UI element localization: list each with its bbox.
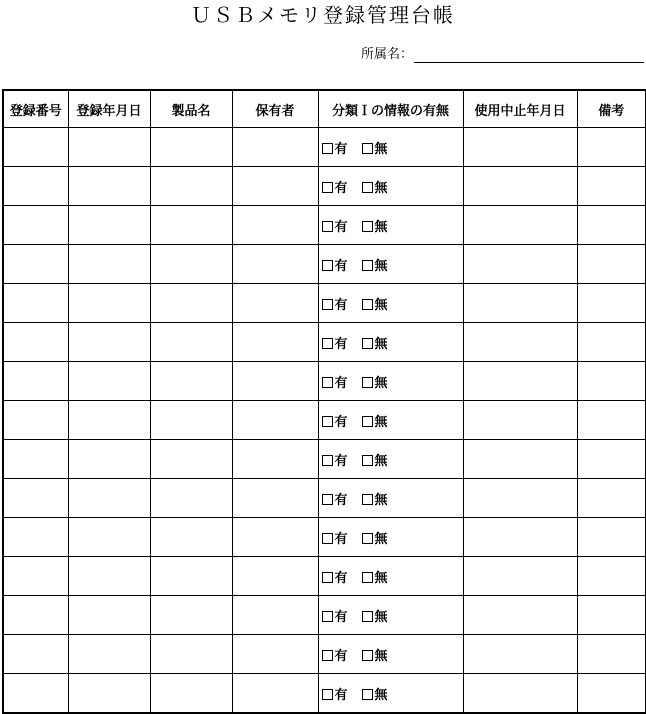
yes-option[interactable] [322, 411, 348, 430]
affiliation-field[interactable] [414, 62, 644, 63]
reg-date-cell[interactable] [68, 206, 150, 245]
stop-date-cell[interactable] [463, 362, 577, 401]
header-row [3, 90, 646, 128]
remarks-cell[interactable] [577, 440, 646, 479]
no-label: 無 [374, 648, 388, 664]
remarks-cell[interactable] [577, 323, 646, 362]
column-header-reg-no: 登録番号 [3, 90, 68, 128]
yes-checkbox[interactable] [322, 494, 333, 505]
reg-date-cell[interactable] [68, 245, 150, 284]
holder-cell[interactable] [232, 401, 318, 440]
yes-checkbox[interactable] [322, 182, 333, 193]
yes-option[interactable] [322, 450, 348, 469]
reg-date-cell[interactable] [68, 635, 150, 674]
table-row [3, 518, 646, 557]
no-label: 無 [374, 687, 388, 703]
no-checkbox[interactable] [362, 338, 373, 349]
no-label: 無 [374, 258, 388, 274]
no-checkbox[interactable] [362, 182, 373, 193]
holder-cell[interactable] [232, 479, 318, 518]
reg-date-cell[interactable] [68, 323, 150, 362]
no-checkbox[interactable] [362, 455, 373, 466]
class1-info-cell [318, 440, 463, 479]
yes-checkbox[interactable] [322, 221, 333, 232]
holder-cell[interactable] [232, 635, 318, 674]
column-header-reg-date: 登録年月日 [68, 90, 150, 128]
no-option[interactable] [362, 567, 388, 586]
no-option[interactable] [362, 138, 388, 157]
stop-date-cell[interactable] [463, 596, 577, 635]
table-row [3, 596, 646, 635]
yes-checkbox[interactable] [322, 689, 333, 700]
usb-register-table [2, 89, 646, 714]
yes-checkbox[interactable] [322, 533, 333, 544]
yes-label: 有 [334, 141, 348, 157]
class1-info-cell [318, 167, 463, 206]
yes-label: 有 [334, 336, 348, 352]
holder-cell[interactable] [232, 245, 318, 284]
no-label: 無 [374, 297, 388, 313]
stop-date-cell[interactable] [463, 401, 577, 440]
holder-cell[interactable] [232, 323, 318, 362]
yes-option[interactable] [322, 216, 348, 235]
stop-date-cell[interactable] [463, 245, 577, 284]
class1-info-cell [318, 245, 463, 284]
reg-date-cell[interactable] [68, 167, 150, 206]
no-option[interactable] [362, 684, 388, 703]
yes-checkbox[interactable] [322, 416, 333, 427]
yes-checkbox[interactable] [322, 260, 333, 271]
no-option[interactable] [362, 411, 388, 430]
remarks-cell[interactable] [577, 557, 646, 596]
remarks-cell[interactable] [577, 479, 646, 518]
product-cell[interactable] [150, 440, 232, 479]
holder-cell[interactable] [232, 284, 318, 323]
yes-label: 有 [334, 297, 348, 313]
remarks-cell[interactable] [577, 128, 646, 167]
no-label: 無 [374, 531, 388, 547]
no-label: 無 [374, 180, 388, 196]
yes-option[interactable] [322, 372, 348, 391]
no-label: 無 [374, 375, 388, 391]
holder-cell[interactable] [232, 362, 318, 401]
product-cell[interactable] [150, 206, 232, 245]
class1-info-cell [318, 323, 463, 362]
class1-info-cell [318, 128, 463, 167]
stop-date-cell[interactable] [463, 635, 577, 674]
reg-no-cell[interactable] [3, 596, 68, 635]
stop-date-cell[interactable] [463, 128, 577, 167]
product-cell[interactable] [150, 674, 232, 714]
holder-cell[interactable] [232, 596, 318, 635]
table-row [3, 440, 646, 479]
class1-info-cell [318, 635, 463, 674]
no-label: 無 [374, 570, 388, 586]
reg-date-cell[interactable] [68, 518, 150, 557]
holder-cell[interactable] [232, 674, 318, 714]
no-label: 無 [374, 453, 388, 469]
no-option[interactable] [362, 333, 388, 352]
no-checkbox[interactable] [362, 689, 373, 700]
reg-no-cell[interactable] [3, 323, 68, 362]
yes-label: 有 [334, 570, 348, 586]
table-row [3, 128, 646, 167]
no-option[interactable] [362, 255, 388, 274]
class1-info-cell [318, 362, 463, 401]
reg-no-cell[interactable] [3, 401, 68, 440]
yes-option[interactable] [322, 606, 348, 625]
product-cell[interactable] [150, 167, 232, 206]
table-row [3, 635, 646, 674]
yes-label: 有 [334, 180, 348, 196]
product-cell[interactable] [150, 284, 232, 323]
yes-label: 有 [334, 258, 348, 274]
reg-no-cell[interactable] [3, 245, 68, 284]
yes-option[interactable] [322, 177, 348, 196]
yes-label: 有 [334, 414, 348, 430]
class1-info-cell [318, 206, 463, 245]
reg-date-cell[interactable] [68, 557, 150, 596]
yes-checkbox[interactable] [322, 455, 333, 466]
stop-date-cell[interactable] [463, 440, 577, 479]
yes-option[interactable] [322, 489, 348, 508]
no-option[interactable] [362, 489, 388, 508]
yes-label: 有 [334, 687, 348, 703]
yes-option[interactable] [322, 294, 348, 313]
product-cell[interactable] [150, 479, 232, 518]
reg-date-cell[interactable] [68, 284, 150, 323]
holder-cell[interactable] [232, 518, 318, 557]
yes-option[interactable] [322, 138, 348, 157]
yes-label: 有 [334, 492, 348, 508]
yes-checkbox[interactable] [322, 650, 333, 661]
reg-date-cell[interactable] [68, 674, 150, 714]
no-option[interactable] [362, 294, 388, 313]
yes-option[interactable] [322, 255, 348, 274]
reg-no-cell[interactable] [3, 167, 68, 206]
reg-no-cell[interactable] [3, 635, 68, 674]
remarks-cell[interactable] [577, 245, 646, 284]
product-cell[interactable] [150, 362, 232, 401]
no-checkbox[interactable] [362, 650, 373, 661]
no-label: 無 [374, 609, 388, 625]
reg-date-cell[interactable] [68, 401, 150, 440]
yes-checkbox[interactable] [322, 299, 333, 310]
stop-date-cell[interactable] [463, 206, 577, 245]
table-row [3, 362, 646, 401]
no-label: 無 [374, 414, 388, 430]
no-label: 無 [374, 219, 388, 235]
product-cell[interactable] [150, 635, 232, 674]
reg-date-cell[interactable] [68, 596, 150, 635]
reg-date-cell[interactable] [68, 479, 150, 518]
reg-no-cell[interactable] [3, 206, 68, 245]
yes-option[interactable] [322, 684, 348, 703]
product-cell[interactable] [150, 557, 232, 596]
table-row [3, 245, 646, 284]
no-label: 無 [374, 492, 388, 508]
stop-date-cell[interactable] [463, 323, 577, 362]
no-option[interactable] [362, 177, 388, 196]
reg-no-cell[interactable] [3, 674, 68, 714]
stop-date-cell[interactable] [463, 284, 577, 323]
reg-no-cell[interactable] [3, 440, 68, 479]
yes-checkbox[interactable] [322, 377, 333, 388]
table-row [3, 323, 646, 362]
no-checkbox[interactable] [362, 221, 373, 232]
yes-option[interactable] [322, 333, 348, 352]
remarks-cell[interactable] [577, 167, 646, 206]
product-cell[interactable] [150, 518, 232, 557]
stop-date-cell[interactable] [463, 557, 577, 596]
no-option[interactable] [362, 216, 388, 235]
reg-no-cell[interactable] [3, 362, 68, 401]
reg-no-cell[interactable] [3, 128, 68, 167]
no-checkbox[interactable] [362, 572, 373, 583]
remarks-cell[interactable] [577, 674, 646, 714]
yes-checkbox[interactable] [322, 338, 333, 349]
yes-option[interactable] [322, 567, 348, 586]
no-checkbox[interactable] [362, 416, 373, 427]
holder-cell[interactable] [232, 557, 318, 596]
column-header-product: 製品名 [150, 90, 232, 128]
no-option[interactable] [362, 606, 388, 625]
no-option[interactable] [362, 528, 388, 547]
remarks-cell[interactable] [577, 635, 646, 674]
remarks-cell[interactable] [577, 206, 646, 245]
holder-cell[interactable] [232, 167, 318, 206]
stop-date-cell[interactable] [463, 674, 577, 714]
column-header-holder: 保有者 [232, 90, 318, 128]
stop-date-cell[interactable] [463, 479, 577, 518]
column-header-class1-info: 分類Ｉの情報の有無 [318, 90, 463, 128]
reg-no-cell[interactable] [3, 479, 68, 518]
table-row [3, 557, 646, 596]
affiliation-label: 所属名： [361, 47, 414, 62]
no-checkbox[interactable] [362, 299, 373, 310]
stop-date-cell[interactable] [463, 167, 577, 206]
class1-info-cell [318, 557, 463, 596]
yes-checkbox[interactable] [322, 572, 333, 583]
reg-no-cell[interactable] [3, 284, 68, 323]
yes-label: 有 [334, 219, 348, 235]
product-cell[interactable] [150, 596, 232, 635]
no-option[interactable] [362, 372, 388, 391]
no-checkbox[interactable] [362, 533, 373, 544]
column-header-remarks: 備考 [577, 90, 646, 128]
table-row [3, 479, 646, 518]
remarks-cell[interactable] [577, 401, 646, 440]
reg-date-cell[interactable] [68, 362, 150, 401]
no-label: 無 [374, 141, 388, 157]
table-row [3, 167, 646, 206]
no-label: 無 [374, 336, 388, 352]
table-row [3, 674, 646, 714]
holder-cell[interactable] [232, 206, 318, 245]
yes-checkbox[interactable] [322, 611, 333, 622]
column-header-stop-date: 使用中止年月日 [463, 90, 577, 128]
yes-checkbox[interactable] [322, 143, 333, 154]
no-option[interactable] [362, 645, 388, 664]
reg-date-cell[interactable] [68, 128, 150, 167]
stop-date-cell[interactable] [463, 518, 577, 557]
yes-label: 有 [334, 375, 348, 391]
yes-label: 有 [334, 531, 348, 547]
holder-cell[interactable] [232, 128, 318, 167]
table-row [3, 206, 646, 245]
no-checkbox[interactable] [362, 143, 373, 154]
remarks-cell[interactable] [577, 284, 646, 323]
yes-option[interactable] [322, 528, 348, 547]
product-cell[interactable] [150, 128, 232, 167]
remarks-cell[interactable] [577, 518, 646, 557]
yes-label: 有 [334, 648, 348, 664]
class1-info-cell [318, 284, 463, 323]
class1-info-cell [318, 596, 463, 635]
page-title: ＵＳＢメモリ登録管理台帳 [191, 3, 455, 27]
no-checkbox[interactable] [362, 260, 373, 271]
no-checkbox[interactable] [362, 611, 373, 622]
reg-no-cell[interactable] [3, 518, 68, 557]
holder-cell[interactable] [232, 440, 318, 479]
product-cell[interactable] [150, 401, 232, 440]
reg-no-cell[interactable] [3, 557, 68, 596]
table-row [3, 284, 646, 323]
reg-date-cell[interactable] [68, 440, 150, 479]
class1-info-cell [318, 479, 463, 518]
no-checkbox[interactable] [362, 494, 373, 505]
no-checkbox[interactable] [362, 377, 373, 388]
yes-label: 有 [334, 609, 348, 625]
class1-info-cell [318, 401, 463, 440]
product-cell[interactable] [150, 245, 232, 284]
yes-label: 有 [334, 453, 348, 469]
class1-info-cell [318, 518, 463, 557]
yes-option[interactable] [322, 645, 348, 664]
no-option[interactable] [362, 450, 388, 469]
remarks-cell[interactable] [577, 362, 646, 401]
class1-info-cell [318, 674, 463, 714]
table-row [3, 401, 646, 440]
remarks-cell[interactable] [577, 596, 646, 635]
product-cell[interactable] [150, 323, 232, 362]
